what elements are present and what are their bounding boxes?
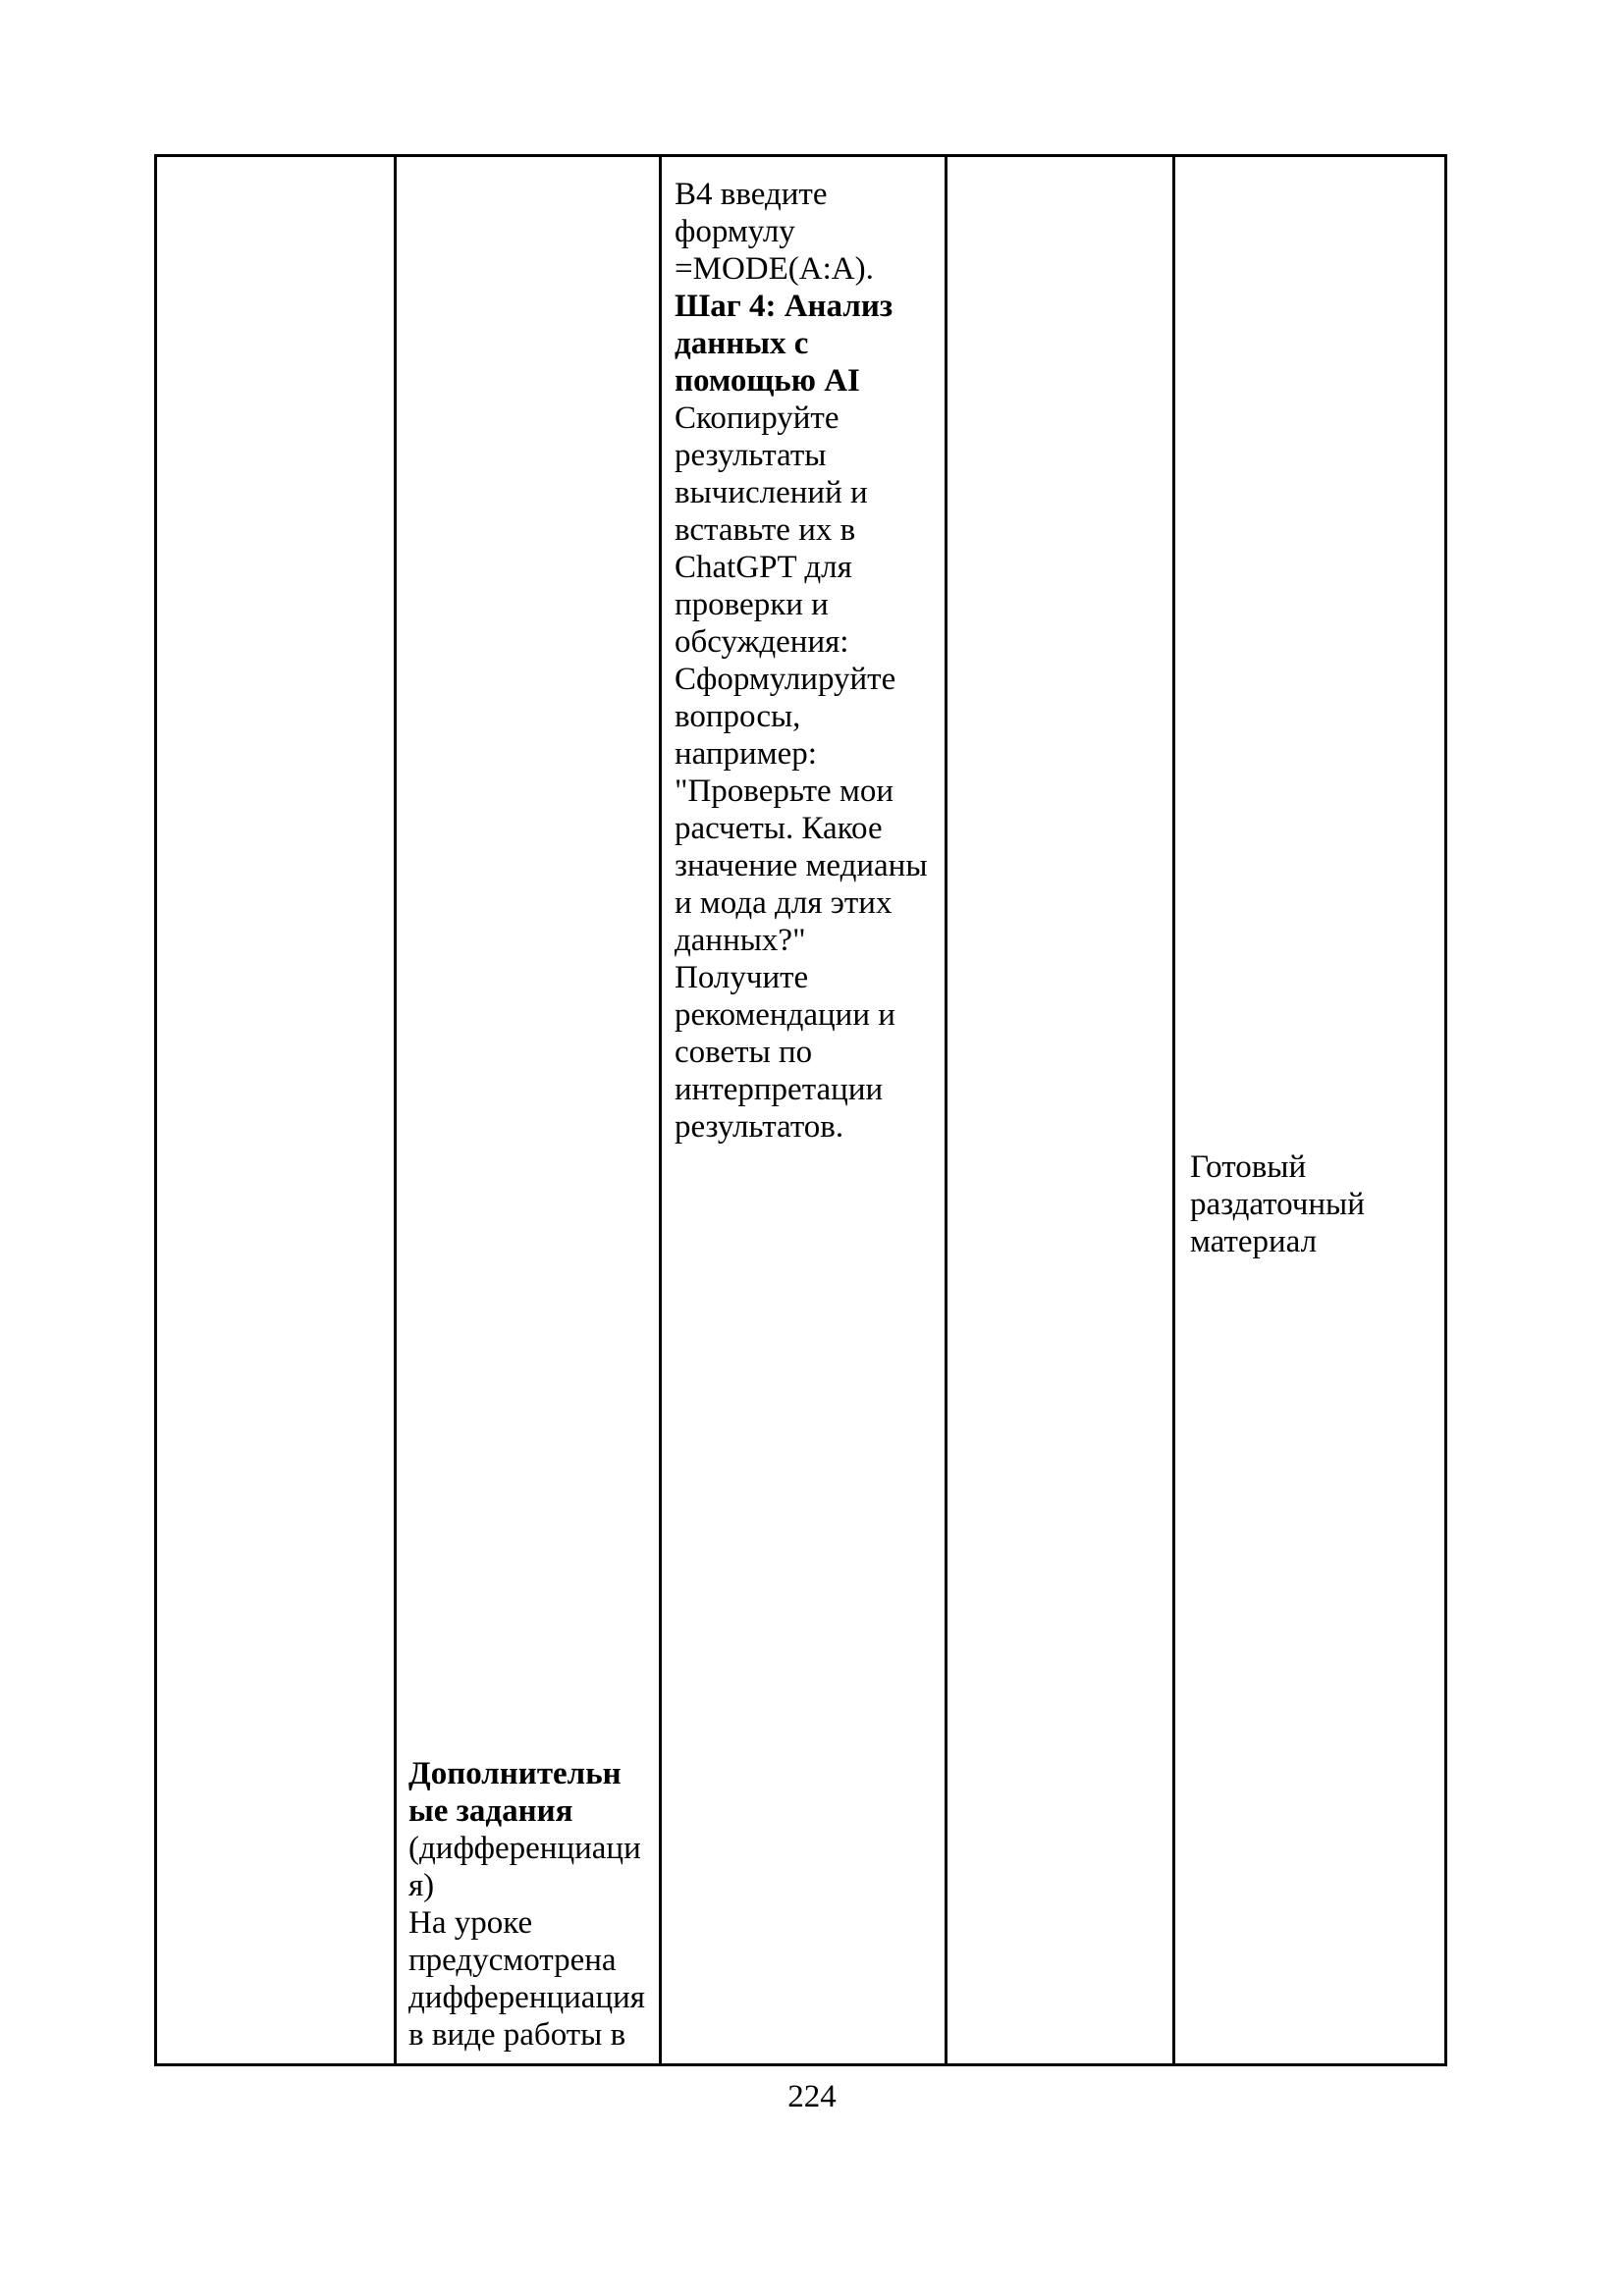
text-line: Сформулируйте bbox=[675, 662, 896, 697]
text-line: (дифференциаци bbox=[408, 1831, 641, 1866]
text-line: Получите bbox=[675, 960, 809, 995]
lesson-plan-table bbox=[154, 154, 1447, 2066]
text-line: обсуждения: bbox=[675, 624, 849, 660]
additional-tasks-text bbox=[408, 1755, 653, 2054]
text-line: Дополнительн bbox=[408, 1756, 622, 1791]
text-line: значение медианы bbox=[675, 848, 928, 883]
text-line: дифференциация bbox=[408, 1980, 645, 2015]
table-cell-step-instructions bbox=[662, 157, 947, 2063]
text-line: На уроке bbox=[408, 1905, 533, 1941]
text-line: "Проверьте мои bbox=[675, 774, 893, 809]
text-line: я) bbox=[408, 1868, 435, 1903]
text-line: результаты bbox=[675, 438, 827, 473]
text-line: результатов. bbox=[675, 1109, 844, 1145]
text-line: например: bbox=[675, 736, 817, 772]
text-line: Скопируйте bbox=[675, 400, 839, 436]
text-line: вычислений и bbox=[675, 475, 868, 510]
table-cell-resources bbox=[1175, 157, 1444, 2063]
text-line: интерпретации bbox=[675, 1072, 884, 1107]
text-line: проверки и bbox=[675, 587, 829, 622]
text-line: вопросы, bbox=[675, 699, 801, 734]
page-number: 224 bbox=[787, 2079, 837, 2114]
table-cell-empty-1 bbox=[157, 157, 397, 2063]
text-line: помощью AI bbox=[675, 363, 860, 399]
resources-text bbox=[1190, 1148, 1438, 1260]
text-line: ChatGPT для bbox=[675, 550, 852, 585]
text-line: советы по bbox=[675, 1035, 813, 1070]
text-line: в виде работы в bbox=[408, 2017, 626, 2053]
text-line: рекомендации и bbox=[675, 997, 895, 1033]
text-line: и мода для этих bbox=[675, 885, 893, 921]
step-instructions-text bbox=[675, 176, 939, 1146]
table-cell-empty-4 bbox=[947, 157, 1175, 2063]
table-cell-additional-tasks bbox=[397, 157, 662, 2063]
text-line: формулу bbox=[675, 214, 795, 249]
text-line: предусмотрена bbox=[408, 1943, 617, 1978]
text-line: В4 введите bbox=[675, 177, 828, 212]
text-line: Готовый bbox=[1190, 1149, 1307, 1185]
text-line: материал bbox=[1190, 1224, 1318, 1259]
text-line: расчеты. Какое bbox=[675, 811, 883, 846]
text-line: =MODE(A:A). bbox=[675, 251, 874, 287]
text-line: данных?" bbox=[675, 923, 806, 958]
text-line: раздаточный bbox=[1190, 1187, 1365, 1222]
text-line: ые задания bbox=[408, 1793, 573, 1829]
text-line: Шаг 4: Анализ bbox=[675, 289, 893, 324]
text-line: данных с bbox=[675, 326, 809, 361]
text-line: вставьте их в bbox=[675, 512, 856, 548]
